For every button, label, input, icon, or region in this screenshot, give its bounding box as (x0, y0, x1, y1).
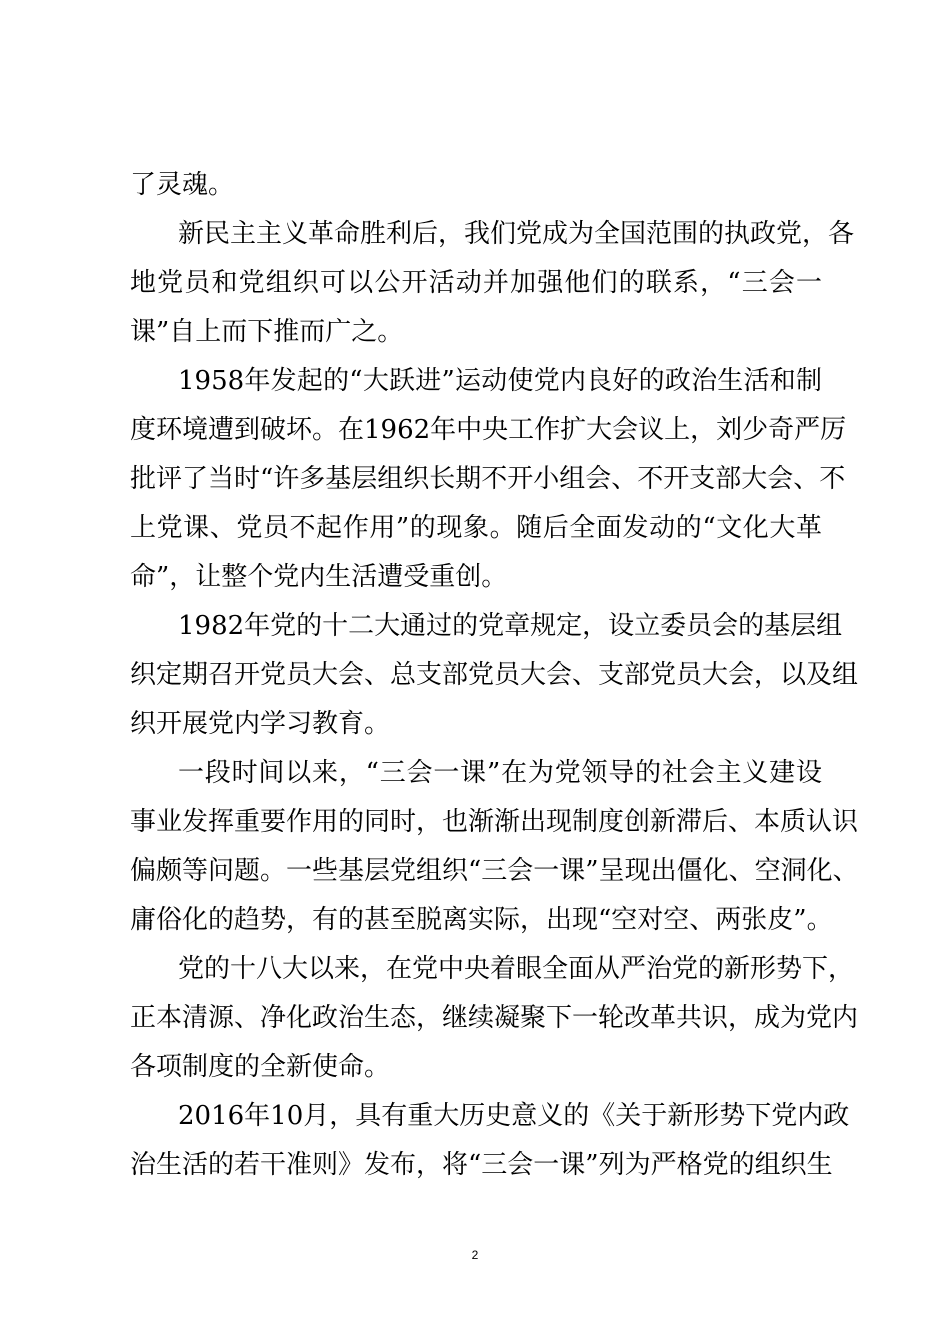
paragraph-2-line-3: 课”自上而下推而广之。 (130, 317, 404, 347)
paragraph-5-line-1: 一段时间以来，“三会一课”在为党领导的社会主义建设 (178, 758, 822, 788)
paragraph-6-line-2: 正本清源、净化政治生态，继续凝聚下一轮改革共识，成为党内 (130, 1003, 859, 1033)
paragraph-3-line-5: 命”，让整个党内生活遭受重创。 (130, 562, 508, 592)
body-text (130, 161, 859, 1190)
paragraph-5-line-2: 事业发挥重要作用的同时，也渐渐出现制度创新滞后、本质认识 (130, 807, 859, 837)
paragraph-4-line-3: 织开展党内学习教育。 (130, 709, 391, 739)
paragraph-7-line-2: 治生活的若干准则》发布，将“三会一课”列为严格党的组织生 (130, 1150, 833, 1180)
paragraph-4-line-2: 织定期召开党员大会、总支部党员大会、支部党员大会，以及组 (130, 660, 859, 690)
paragraph-3-line-1: 1958年发起的“大跃进”运动使党内良好的政治生活和制 (178, 366, 822, 396)
page-number: 2 (471, 1248, 479, 1262)
paragraph-5-line-4: 庸俗化的趋势，有的甚至脱离实际，出现“空对空、两张皮”。 (130, 905, 833, 935)
paragraph-5-line-3: 偏颇等问题。一些基层党组织“三会一课”呈现出僵化、空洞化、 (130, 856, 859, 886)
paragraph-2-line-2: 地党员和党组织可以公开活动并加强他们的联系，“三会一 (130, 268, 822, 298)
paragraph-2-line-1: 新民主主义革命胜利后，我们党成为全国范围的执政党，各 (178, 219, 855, 249)
paragraph-6-line-1: 党的十八大以来，在党中央着眼全面从严治党的新形势下， (178, 954, 855, 984)
paragraph-7-line-1: 2016年10月，具有重大历史意义的《关于新形势下党内政 (178, 1101, 850, 1131)
paragraph-6-line-3: 各项制度的全新使命。 (130, 1052, 391, 1082)
paragraph-3-line-2: 度环境遭到破坏。在1962年中央工作扩大会议上，刘少奇严厉 (130, 415, 847, 445)
paragraph-4-line-1: 1982年党的十二大通过的党章规定，设立委员会的基层组 (178, 611, 843, 641)
paragraph-1-line-1: 了灵魂。 (130, 170, 235, 200)
paragraph-3-line-4: 上党课、党员不起作用”的现象。随后全面发动的“文化大革 (130, 513, 822, 543)
paragraph-3-line-3: 批评了当时“许多基层组织长期不开小组会、不开支部大会、不 (130, 464, 846, 494)
